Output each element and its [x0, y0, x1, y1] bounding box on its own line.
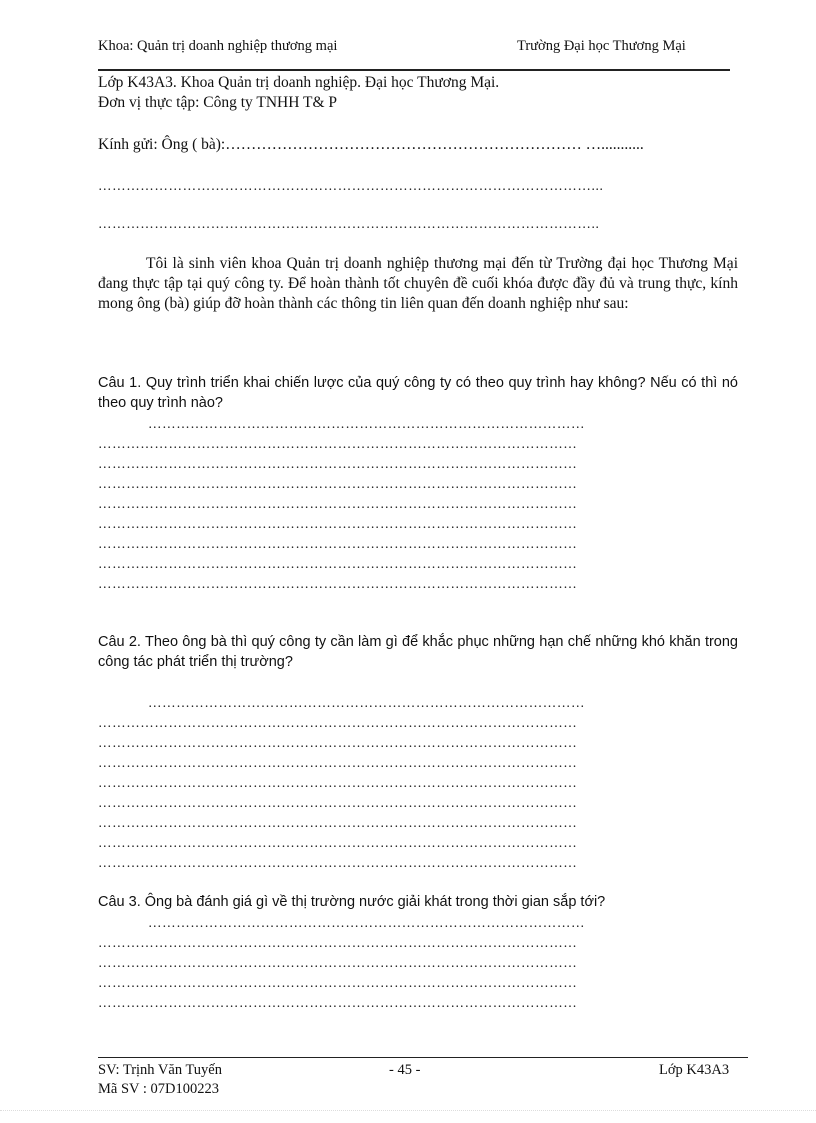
answer-dotted-line: …………………………………………………………………………………………	[98, 436, 578, 451]
answer-dotted-line: …………………………………………………………………………………………	[98, 536, 578, 551]
answer-dotted-line: …………………………………………………………………………………	[148, 416, 586, 431]
answer-dotted-line: …………………………………………………………………………………………	[98, 576, 578, 591]
answer-dotted-line: …………………………………………………………………………………	[148, 915, 586, 930]
answer-dotted-line: …………………………………………………………………………………………	[98, 556, 578, 571]
answer-dotted-line: …………………………………………………………………………………………	[98, 516, 578, 531]
question-3: Câu 3. Ông bà đánh giá gì về thị trường nước giải khát trong thời gian sắp tới?	[98, 894, 606, 910]
answer-dotted-line: …………………………………………………………………………………………	[98, 795, 578, 810]
footer-class: Lớp K43A3	[659, 1062, 730, 1078]
header-faculty: Khoa: Quản trị doanh nghiệp thương mại	[98, 38, 338, 54]
answer-dotted-line: …………………………………………………………………………………………	[98, 975, 578, 990]
header-rule	[98, 69, 730, 71]
answer-dotted-line: …………………………………………………………………………………………	[98, 755, 578, 770]
salutation-line: Kính gửi: Ông ( bà):…………………………………………………………… …...........	[98, 136, 644, 153]
page-number: - 45 -	[389, 1062, 421, 1078]
salutation-dots-1: ……………………………………………………………………………………………...	[98, 178, 604, 193]
answer-dotted-line: …………………………………………………………………………………………	[98, 935, 578, 950]
answer-dotted-line: …………………………………………………………………………………………	[98, 456, 578, 471]
question-2: Câu 2. Theo ông bà thì quý công ty cần làm gì để khắc phục những hạn chế những khó khăn trong công tác phát triển thị trường?	[98, 634, 738, 670]
answer-dotted-line: …………………………………………………………………………………………	[98, 815, 578, 830]
answer-dotted-line: …………………………………………………………………………………………	[98, 735, 578, 750]
answer-dotted-line: …………………………………………………………………………………………	[98, 775, 578, 790]
page-bottom-edge	[0, 1110, 816, 1123]
answer-dotted-line: …………………………………………………………………………………………	[98, 476, 578, 491]
answer-dotted-line: …………………………………………………………………………………………	[98, 835, 578, 850]
header-university: Trường Đại học Thương Mại	[517, 38, 686, 54]
intro-paragraph: Tôi là sinh viên khoa Quản trị doanh nghiệp thương mại đến từ Trường đại học Thương Mại đang thực tập tại quý công ty. Để hoàn thành tốt chuyên đề cuối khóa được đầy đủ và trung thực, kính mong ông (bà) giúp đỡ hoàn thành các thông tin liên quan đến doanh nghiệp như sau:	[98, 255, 738, 312]
answer-dotted-line: …………………………………………………………………………………………	[98, 955, 578, 970]
internship-unit-line: Đơn vị thực tập: Công ty TNHH T& P	[98, 94, 338, 111]
answer-dotted-line: …………………………………………………………………………………	[148, 695, 586, 710]
footer-student-name: SV: Trịnh Văn Tuyến	[98, 1062, 222, 1078]
answer-dotted-line: …………………………………………………………………………………………	[98, 715, 578, 730]
answer-dotted-line: …………………………………………………………………………………………	[98, 855, 578, 870]
footer-student-id: Mã SV : 07D100223	[98, 1081, 219, 1097]
footer-rule	[98, 1057, 748, 1058]
answer-dotted-line: …………………………………………………………………………………………	[98, 995, 578, 1010]
salutation-dots-2: ……………………………………………………………………………………………..	[98, 216, 600, 231]
answer-dotted-line: …………………………………………………………………………………………	[98, 496, 578, 511]
class-line: Lớp K43A3. Khoa Quản trị doanh nghiệp. Đại học Thương Mại.	[98, 74, 500, 91]
question-1: Câu 1. Quy trình triển khai chiến lược của quý công ty có theo quy trình hay không? Nếu có thì nó theo quy trình nào?	[98, 375, 738, 411]
